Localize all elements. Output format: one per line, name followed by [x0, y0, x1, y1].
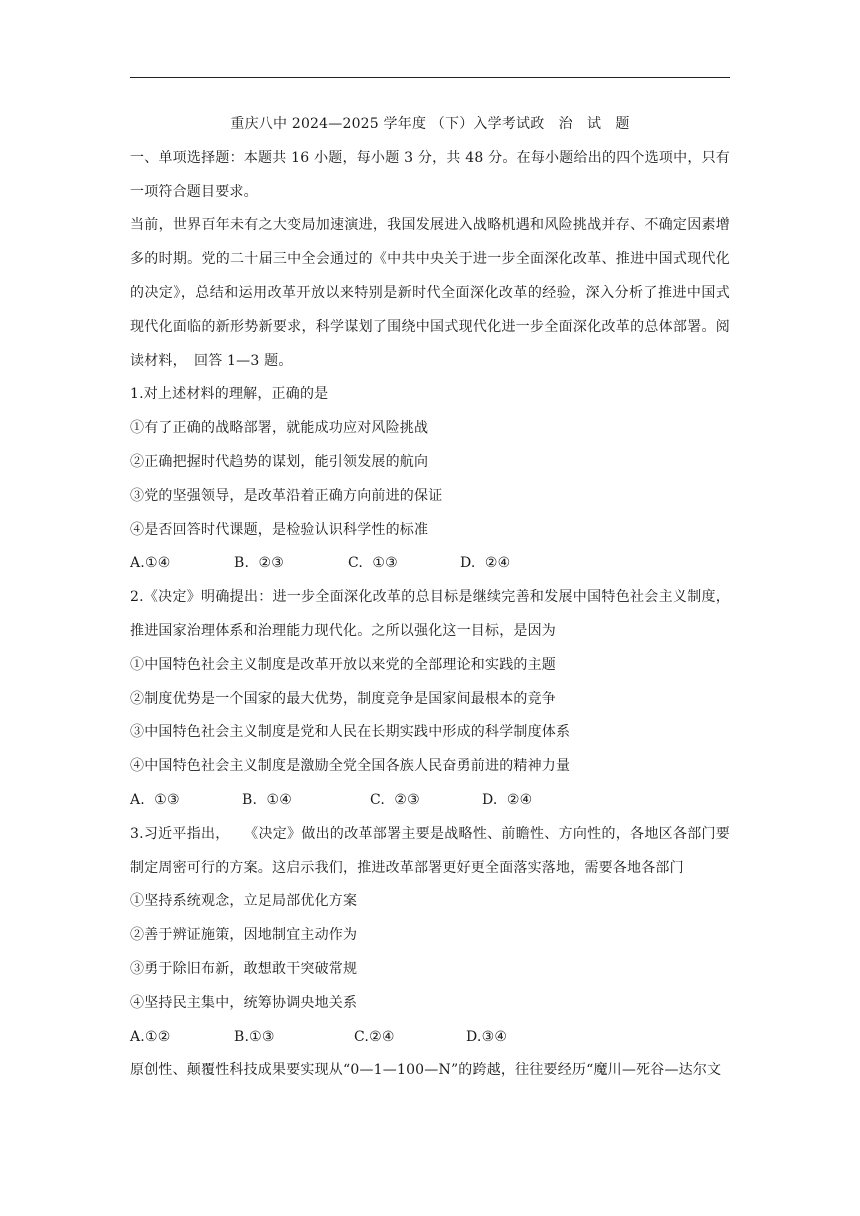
question-1-option-a: A.①④	[130, 555, 171, 572]
question-1-option-c: C. ①③	[348, 555, 398, 572]
question-3-statement-3: ③勇于除旧布新，敢想敢干突破常规	[130, 960, 358, 977]
question-1-option-d: D. ②④	[460, 555, 511, 572]
header-rule	[130, 77, 730, 78]
question-3-statement-4: ④坚持民主集中，统筹协调央地关系	[130, 994, 358, 1011]
question-2-option-a: A. ①③	[130, 791, 180, 808]
question-1-statement-4: ④是否回答时代课题，是检验认识科学性的标准	[130, 521, 429, 538]
question-1-option-b: B. ②③	[234, 555, 284, 572]
question-2-option-c: C. ②③	[370, 791, 420, 808]
question-1-statement-1: ①有了正确的战略部署，就能成功应对风险挑战	[130, 420, 429, 437]
question-2-stem: 2.《决定》明确提出：进一步全面深化改革的总目标是继续完善和发展中国特色社会主义制度，推进国家治理体系和治理能力现代化。之所以强化这一目标，是因为	[130, 589, 730, 639]
question-1-options	[130, 547, 730, 581]
question-1-statement-3: ③党的坚强领导，是改革沿着正确方向前进的保证	[130, 487, 443, 504]
question-2-statement-3: ③中国特色社会主义制度是党和人民在长期实践中形成的科学制度体系	[130, 724, 571, 741]
question-3-option-a: A.①②	[130, 1028, 171, 1045]
question-3-stem: 3.习近平指出， 《决定》做出的改革部署主要是战略性、前瞻性、方向性的，各地区各部门要制定周密可行的方案。这启示我们，推进改革部署更好更全面落实落地，需要各地各部门	[130, 825, 730, 876]
question-2-option-b: B. ①④	[242, 791, 292, 808]
question-3-statement-1: ①坚持系统观念，立足局部优化方案	[130, 893, 358, 910]
question-3-options	[130, 1021, 730, 1055]
question-1-stem: 1.对上述材料的理解，正确的是	[130, 386, 329, 403]
question-2-options	[130, 784, 730, 818]
question-2-statement-1: ①中国特色社会主义制度是改革开放以来党的全部理论和实践的主题	[130, 656, 556, 673]
question-1-statement-2: ②正确把握时代趋势的谋划，能引领发展的航向	[130, 453, 429, 470]
question-2-option-d: D. ②④	[482, 791, 533, 808]
material-2-start: 原创性、颠覆性科技成果要实现从“0—1—100—N”的跨越，往往要经历“魔川—死谷—达尔文	[130, 1062, 722, 1079]
question-2-statement-2: ②制度优势是一个国家的最大优势，制度竞争是国家间最根本的竞争	[130, 690, 556, 707]
question-3-option-b: B.①③	[234, 1028, 275, 1045]
question-3-option-d: D.③④	[466, 1028, 508, 1045]
material-1: 当前，世界百年未有之大变局加速演进，我国发展进入战略机遇和风险挑战并存、不确定因素增多的时期。党的二十届三中全会通过的《中共中央关于进一步全面深化改革、推进中国式现代化的决定》，总结和运用改革开放以来特别是新时代全面深化改革的经验，深入分析了推进中国式现代化面临的新形势新要求，科学谋划了围绕中国式现代化进一步全面深化改革的总体部署。阅读材料， 回答 1—3 题。	[130, 217, 730, 369]
question-3-statement-2: ②善于辨证施策，因地制宜主动作为	[130, 927, 358, 944]
section-heading: 一、单项选择题：本题共 16 小题，每小题 3 分，共 48 分。在每小题给出的四个选项中，只有一项符合题目要求。	[130, 149, 730, 200]
exam-title: 重庆八中 2024—2025 学年度 （下）入学考试政 治 试 题	[230, 116, 630, 132]
exam-content	[130, 108, 730, 1088]
question-3-option-c: C.②④	[354, 1028, 395, 1045]
question-2-statement-4: ④中国特色社会主义制度是激励全党全国各族人民奋勇前进的精神力量	[130, 758, 571, 775]
